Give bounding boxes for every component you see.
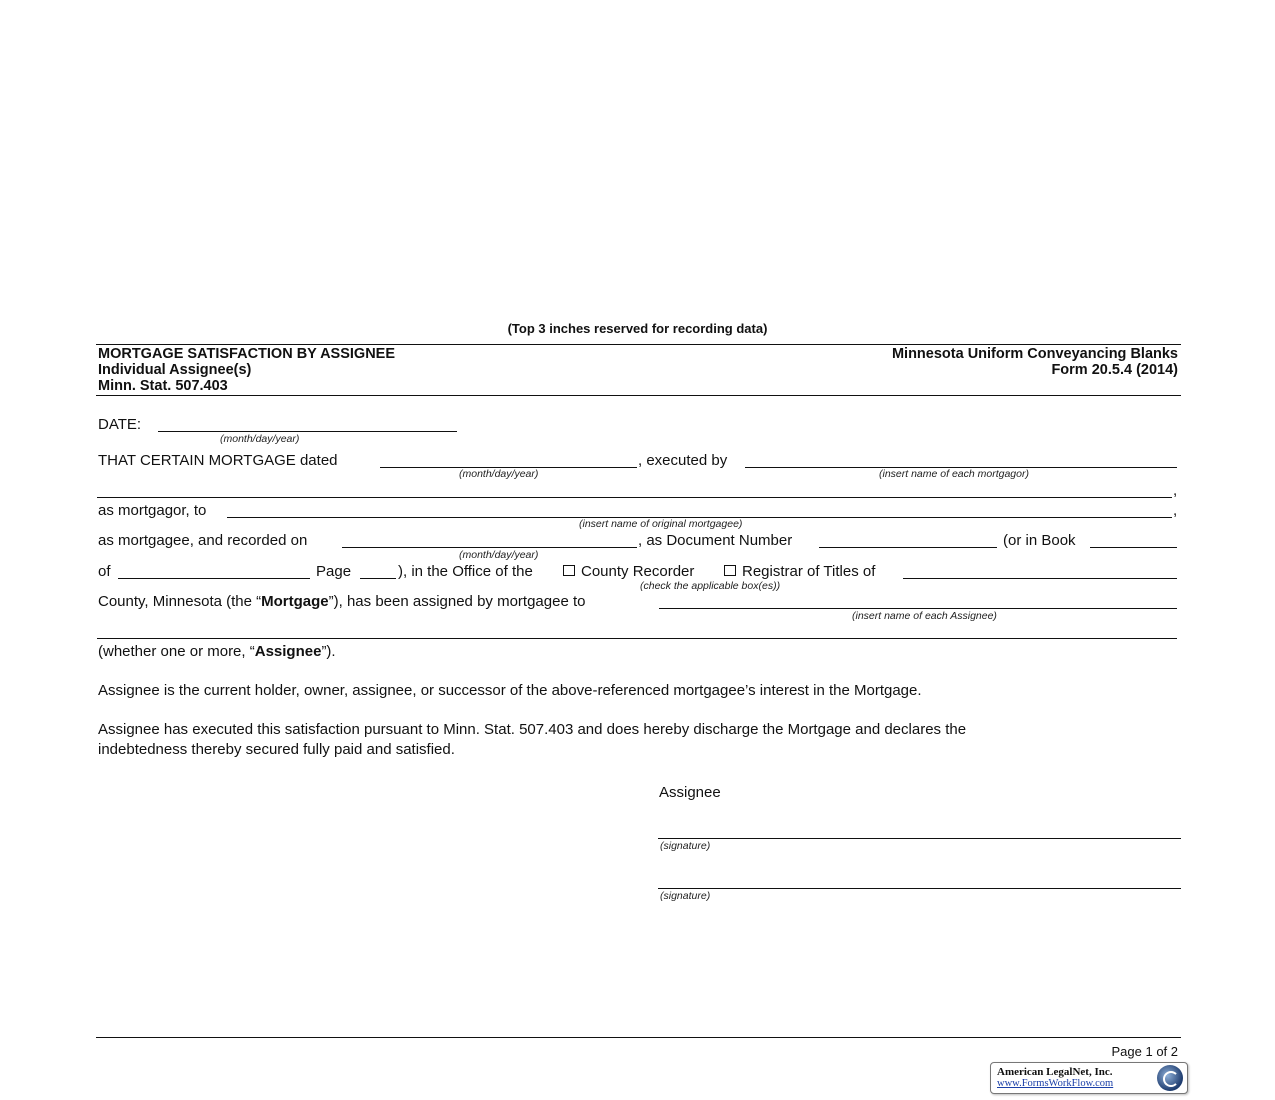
- county-recorder-label: County Recorder: [581, 563, 695, 580]
- company-name: American LegalNet, Inc.: [997, 1066, 1113, 1078]
- book-of-field[interactable]: [118, 578, 310, 579]
- mortgage-date-hint: (month/day/year): [459, 468, 539, 480]
- registrar-label: Registrar of Titles of: [742, 563, 876, 580]
- signature-hint-2: (signature): [660, 890, 711, 902]
- header-top-rule: [96, 344, 1181, 345]
- mortgagor-hint: (insert name of each mortgagor): [879, 468, 1029, 480]
- company-url-link[interactable]: www.FormsWorkFlow.com: [997, 1078, 1114, 1089]
- page-field[interactable]: [360, 578, 396, 579]
- mortgagor-name-field-2[interactable]: [97, 497, 1172, 498]
- page-label: Page: [316, 563, 352, 580]
- registrar-checkbox[interactable]: [724, 565, 736, 576]
- original-mortgagee-hint: (insert name of original mortgagee): [579, 518, 743, 530]
- signature-field-2[interactable]: [658, 888, 1181, 889]
- recorded-date-hint: (month/day/year): [459, 549, 539, 561]
- footer-rule: [96, 1037, 1181, 1038]
- county-recorder-option[interactable]: [563, 563, 694, 580]
- form-title: MORTGAGE SATISFACTION BY ASSIGNEE: [98, 346, 396, 362]
- signature-heading: Assignee: [659, 784, 721, 801]
- paragraph-satisfaction-line2: indebtedness thereby secured fully paid and satisfied.: [98, 741, 455, 758]
- date-field[interactable]: [158, 431, 457, 432]
- form-subtitle: Individual Assignee(s): [98, 362, 252, 378]
- date-hint: (month/day/year): [220, 433, 300, 445]
- book-field[interactable]: [1090, 547, 1177, 548]
- signature-field-1[interactable]: [658, 838, 1181, 839]
- header-bottom-rule: [96, 395, 1181, 396]
- recorded-date-field[interactable]: [342, 547, 637, 548]
- county-minnesota-text: County, Minnesota (the “Mortgage”), has been assigned by mortgagee to: [98, 593, 586, 610]
- office-of-the-label: ), in the Office of the: [398, 563, 533, 580]
- comma-1: ,: [1173, 482, 1178, 499]
- assignee-name-field[interactable]: [659, 608, 1177, 609]
- whether-one-or-more-text: (whether one or more, “Assignee”).: [98, 643, 336, 660]
- document-number-label: , as Document Number: [638, 532, 793, 549]
- date-label: DATE:: [98, 416, 142, 433]
- paragraph-satisfaction-line1: Assignee has executed this satisfaction pursuant to Minn. Stat. 507.403 and does hereby discharge the Mortgage and declares the: [98, 721, 967, 738]
- recorded-on-label: as mortgagee, and recorded on: [98, 532, 308, 549]
- signature-hint-1: (signature): [660, 840, 711, 852]
- form-statute: Minn. Stat. 507.403: [98, 378, 228, 394]
- check-boxes-hint: (check the applicable box(es)): [640, 580, 781, 592]
- county-recorder-checkbox[interactable]: [563, 565, 575, 576]
- executed-by-label: , executed by: [638, 452, 728, 469]
- paragraph-holder: Assignee is the current holder, owner, assignee, or successor of the above-referenced mortgagee’s interest in the Mortgage.: [98, 682, 922, 699]
- document-number-field[interactable]: [819, 547, 997, 548]
- or-in-book-label: (or in Book: [1003, 532, 1076, 549]
- as-mortgagor-to-label: as mortgagor, to: [98, 502, 207, 519]
- county-field[interactable]: [903, 578, 1177, 579]
- page-number: Page 1 of 2: [1111, 1044, 1178, 1059]
- comma-2: ,: [1173, 502, 1178, 519]
- assignee-name-field-2[interactable]: [97, 638, 1177, 639]
- globe-icon: [1157, 1065, 1183, 1091]
- mortgage-dated-label: THAT CERTAIN MORTGAGE dated: [98, 452, 338, 469]
- form-number: Form 20.5.4 (2014): [1051, 362, 1178, 378]
- blanks-name: Minnesota Uniform Conveyancing Blanks: [891, 346, 1178, 362]
- of-label: of: [98, 563, 111, 580]
- registrar-option[interactable]: [724, 563, 875, 580]
- forms-workflow-logo[interactable]: [990, 1062, 1188, 1094]
- recording-data-note: (Top 3 inches reserved for recording data): [507, 321, 768, 336]
- assignee-hint: (insert name of each Assignee): [852, 610, 997, 622]
